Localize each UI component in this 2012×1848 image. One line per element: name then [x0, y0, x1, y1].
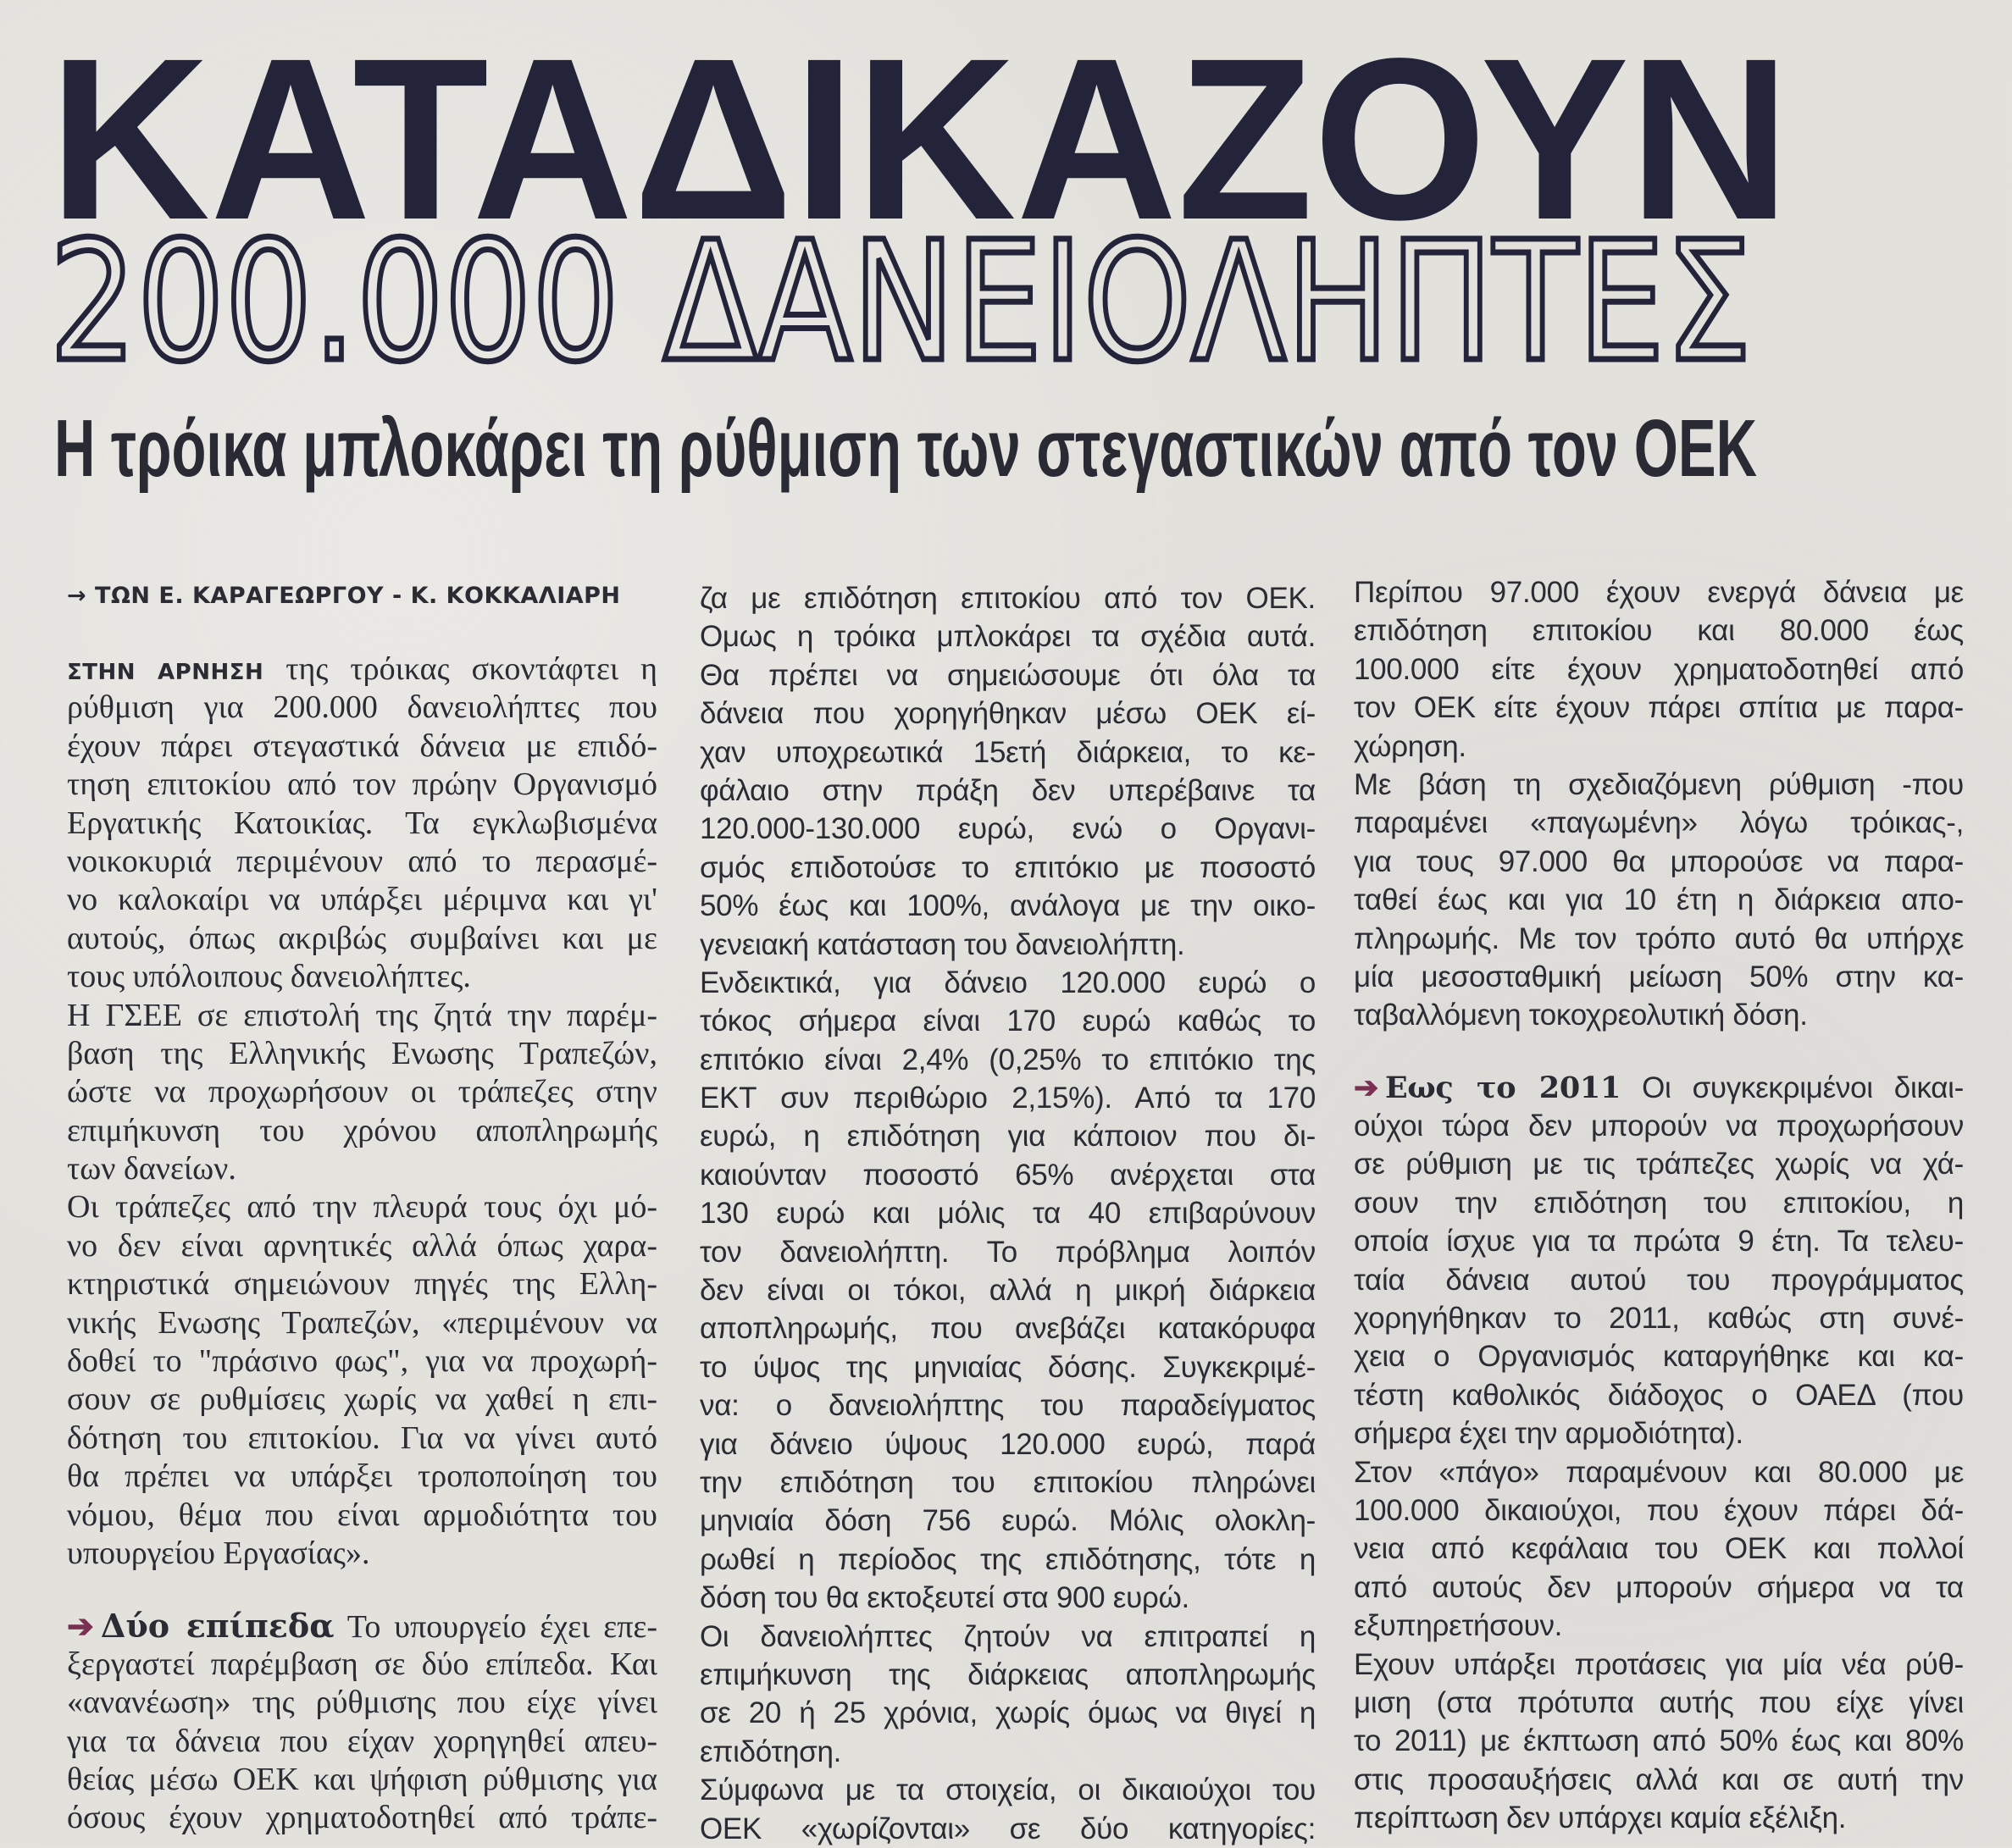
- line-text: το 2011) με έκπτωση από 50% έως και 80%: [1354, 1724, 1964, 1758]
- text-line: [700, 1156, 1316, 1194]
- section-lead: Δύο επίπεδα: [100, 1607, 335, 1646]
- text-line: [67, 1799, 657, 1837]
- line-text: Η ΓΣΕΕ σε επιστολή της ζητά την παρέμ-: [67, 997, 657, 1033]
- line-text: χεια ο Οργανισμός καταργήθηκε και κα-: [1354, 1340, 1964, 1374]
- text-line: [67, 1342, 657, 1380]
- line-text: ευρώ, η επιδότηση για κάποιον που δι-: [700, 1120, 1316, 1154]
- line-text: των δανείων.: [67, 1151, 236, 1187]
- line-text: νο δεν είναι αρνητικές αλλά όπως χαρα-: [67, 1227, 657, 1264]
- line-text: αποπληρωμής, που ανεβάζει κατακόρυφα: [700, 1312, 1316, 1346]
- line-text: θείας μέσω ΟΕΚ και ψήφιση ρύθμισης για: [67, 1761, 657, 1797]
- line-text: ΕΚΤ συν περιθώριο 2,15%). Από τα 170: [700, 1082, 1316, 1115]
- headline-subtitle: Η τρόικα μπλοκάρει τη ρύθμιση των στεγαστικών από τον ΟΕΚ: [54, 403, 1757, 494]
- text-line: [67, 958, 657, 996]
- byline-arrow-icon: →: [67, 583, 87, 609]
- text-line: [700, 964, 1316, 1002]
- line-text: τον ΟΕΚ είτε έχουν πάρει σπίτια με παρα-: [1354, 691, 1964, 725]
- text-line: [67, 1761, 657, 1799]
- text-line: [67, 1419, 657, 1458]
- line-text: σουν σε ρυθμίσεις χωρίς να χαθεί η επι-: [67, 1381, 657, 1418]
- line-text: μιση (στα πρότυπα αυτής που είχε γίνει: [1354, 1685, 1964, 1719]
- line-text: δάνεια που χορηγήθηκαν μέσω ΟΕΚ εί-: [700, 697, 1316, 731]
- text-line: [700, 733, 1316, 772]
- line-text: δοθεί το "πράσινο φως", για να προχωρή-: [67, 1343, 657, 1380]
- text-line: [700, 1002, 1316, 1040]
- text-line: [1354, 1222, 1964, 1260]
- text-line: [67, 766, 657, 804]
- text-line: [67, 997, 657, 1035]
- paragraph: [1354, 1646, 1964, 1838]
- paragraph: [1354, 766, 1964, 1035]
- arrow-icon: ➔: [67, 1609, 94, 1646]
- line-text: παραμένει «παγωμένη» λόγω τρόικας-,: [1354, 806, 1964, 840]
- text-line: [67, 1188, 657, 1226]
- text-line: [1354, 1722, 1964, 1760]
- line-text: ταθεί έως και για 10 έτη η διάρκεια απο-: [1354, 883, 1964, 917]
- line-text: να: ο δανειολήπτης του παραδείγματος: [700, 1389, 1316, 1423]
- line-text: χαν υποχρεωτικά 15ετή διάρκεια, το κε-: [700, 735, 1316, 769]
- line-text: μία μεσοσταθμική μείωση 50% στην κα-: [1354, 960, 1964, 993]
- article-column-3: [1354, 573, 1964, 1838]
- line-text: Σύμφωνα με τα στοιχεία, οι δικαιούχοι του: [700, 1773, 1316, 1807]
- text-line: [700, 694, 1316, 733]
- text-line: [1354, 843, 1964, 881]
- text-line: [700, 1541, 1316, 1579]
- line-text: της τρόικας σκοντάφτει η: [263, 651, 657, 687]
- line-text: τέστη καθολικός διάδοχος ο ΟΑΕΔ (που: [1354, 1378, 1964, 1412]
- article-column-2: [700, 579, 1316, 1848]
- line-text: σε 20 ή 25 χρόνια, χωρίς όμως να θιγεί η: [700, 1696, 1316, 1730]
- text-line: [700, 1194, 1316, 1232]
- line-text: σε ρύθμιση με τις τράπεζες χωρίς να χά-: [1354, 1148, 1964, 1181]
- line-text: την επιδότηση του επιτοκίου πληρώνει: [700, 1465, 1316, 1499]
- line-text: σουν την επιδότηση του επιτοκίου, η: [1354, 1186, 1964, 1220]
- text-line: [700, 1233, 1316, 1271]
- text-line: [1354, 1337, 1964, 1375]
- line-text: για τους 97.000 θα μπορούσε να παρα-: [1354, 844, 1964, 878]
- text-line: [1354, 1376, 1964, 1414]
- paragraph: [1354, 573, 1964, 766]
- text-line: [1354, 996, 1964, 1034]
- line-text: τους υπόλοιπους δανειολήπτες.: [67, 959, 471, 995]
- text-line: [1354, 766, 1964, 804]
- text-line: [1354, 728, 1964, 766]
- line-text: περίπτωση δεν υπάρχει καμία εξέλιξη.: [1354, 1801, 1847, 1835]
- line-text: φάλαιο στην πράξη δεν υπερέβαινε τα: [700, 773, 1316, 807]
- line-text: τόκος σήμερα είναι 170 ευρώ καθώς το: [700, 1004, 1316, 1038]
- text-line: [67, 1723, 657, 1761]
- line-text: Ομως η τρόικα μπλοκάρει τα σχέδια αυτά.: [700, 620, 1316, 654]
- line-text: ταβαλλόμενη τοκοχρεολυτική δόση.: [1354, 999, 1808, 1032]
- article-column-1: [67, 650, 657, 1838]
- line-text: 130 ευρώ και μόλις τα 40 επιβαρύνουν: [700, 1197, 1316, 1231]
- line-text: τηση επιτοκίου από τον πρώην Οργανισμό: [67, 766, 657, 803]
- line-text: επιμήκυνση της διάρκειας αποπληρωμής: [700, 1657, 1316, 1691]
- text-line: [67, 1535, 657, 1573]
- paragraph-gap: [1354, 1035, 1964, 1069]
- text-line: [700, 1579, 1316, 1617]
- line-text: 100.000 είτε έχουν χρηματοδοτηθεί από: [1354, 652, 1964, 686]
- text-line: [1354, 611, 1964, 650]
- text-line: [67, 650, 657, 689]
- arrow-icon: ➔: [1354, 1071, 1379, 1104]
- line-text: δεν είναι οι τόκοι, αλλά η μικρή διάρκεια: [700, 1274, 1316, 1308]
- text-line: [67, 1607, 657, 1645]
- text-line: [700, 1810, 1316, 1848]
- text-line: [1354, 1799, 1964, 1837]
- line-text: για τα δάνεια που είχαν χορηγηθεί απευ-: [67, 1723, 657, 1759]
- line-text: 120.000-130.000 ευρώ, ενώ ο Οργανι-: [700, 812, 1316, 846]
- line-text: τον δανειολήπτη. Το πρόβλημα λοιπόν: [700, 1235, 1316, 1269]
- text-line: [67, 1227, 657, 1265]
- line-text: Στον «πάγο» παραμένουν και 80.000 με: [1354, 1455, 1964, 1489]
- text-line: [1354, 1761, 1964, 1799]
- line-text: Οι συγκεκριμένοι δικαι-: [1621, 1071, 1964, 1104]
- line-text: Οι τράπεζες από την πλευρά τους όχι μό-: [67, 1189, 657, 1226]
- text-line: [1354, 1414, 1964, 1452]
- text-line: [67, 843, 657, 881]
- line-text: βαση της Ελληνικής Ενωσης Τραπεζών,: [67, 1035, 657, 1071]
- line-text: γενειακή κατάσταση του δανειολήπτη.: [700, 927, 1185, 961]
- line-text: δόση του θα εκτοξευτεί στα 900 ευρώ.: [700, 1581, 1189, 1615]
- line-text: στις προσαυξήσεις αλλά και σε αυτή την: [1354, 1762, 1964, 1796]
- text-line: [700, 1463, 1316, 1502]
- paragraph: [67, 650, 657, 997]
- text-line: [700, 1502, 1316, 1540]
- line-text: δότηση του επιτοκίου. Για να γίνει αυτό: [67, 1419, 657, 1456]
- text-line: [67, 1646, 657, 1684]
- text-line: [700, 1041, 1316, 1079]
- line-text: σήμερα έχει την αρμοδιότητα).: [1354, 1417, 1743, 1451]
- paragraph: [67, 1188, 657, 1573]
- line-text: όσους έχουν χρηματοδοτηθεί από τράπε-: [67, 1800, 657, 1836]
- text-line: [1354, 1069, 1964, 1107]
- line-text: Εργατικής Κατοικίας. Τα εγκλωβισμένα: [67, 805, 657, 841]
- line-text: ρύθμιση για 200.000 δανειολήπτες που: [67, 689, 657, 726]
- line-text: ούχοι τώρα δεν μπορούν να προχωρήσουν: [1354, 1109, 1964, 1143]
- line-text: ταία δάνεια αυτού του προγράμματος: [1354, 1263, 1964, 1297]
- line-text: Εχουν υπάρξει προτάσεις για μία νέα ρύθ-: [1354, 1647, 1964, 1681]
- text-line: [67, 1380, 657, 1419]
- byline: [67, 577, 657, 615]
- text-line: [1354, 1145, 1964, 1183]
- line-text: νεια από κεφάλαια του ΟΕΚ και πολλοί: [1354, 1532, 1964, 1566]
- text-line: [1354, 920, 1964, 958]
- text-line: [1354, 1299, 1964, 1337]
- text-line: [1354, 1261, 1964, 1299]
- line-text: Θα πρέπει να σημειώσουμε ότι όλα τα: [700, 658, 1316, 692]
- line-text: οποία ίσχυε για τα πρώτα 9 έτη. Τα τελευ-: [1354, 1225, 1964, 1259]
- text-line: [1354, 804, 1964, 842]
- line-text: επιμήκυνση του χρόνου αποπληρωμής: [67, 1112, 657, 1148]
- text-line: [700, 887, 1316, 925]
- line-text: ώστε να προχωρήσουν οι τράπεζες στην: [67, 1074, 657, 1110]
- line-text: νικής Ενωσης Τραπεζών, «περιμένουν να: [67, 1304, 657, 1341]
- text-line: [700, 1425, 1316, 1463]
- text-line: [67, 689, 657, 727]
- text-line: [1354, 1569, 1964, 1607]
- line-text: Περίπου 97.000 έχουν ενεργά δάνεια με: [1354, 576, 1964, 609]
- text-line: [1354, 1607, 1964, 1645]
- text-line: [700, 1348, 1316, 1386]
- line-text: ξεργαστεί παρέμβαση σε δύο επίπεδα. Και: [67, 1646, 657, 1682]
- text-line: [700, 1771, 1316, 1809]
- text-line: [700, 1309, 1316, 1347]
- text-line: [1354, 958, 1964, 996]
- text-line: [700, 1618, 1316, 1656]
- text-line: [1354, 1491, 1964, 1530]
- text-line: [700, 1694, 1316, 1732]
- text-line: [1354, 1184, 1964, 1222]
- text-line: [67, 1265, 657, 1303]
- text-line: [700, 849, 1316, 887]
- text-line: [700, 656, 1316, 694]
- line-text: Οι δανειολήπτες ζητούν να επιτραπεί η: [700, 1619, 1316, 1653]
- line-text: σμός επιδοτούσε το επιτόκιο με ποσοστό: [700, 850, 1316, 884]
- text-line: [700, 1117, 1316, 1155]
- line-text: έχουν πάρει στεγαστικά δάνεια με επιδό-: [67, 728, 657, 764]
- text-line: [700, 617, 1316, 656]
- line-text: πληρωμής. Με τον τρόπο αυτό θα υπήρχε: [1354, 921, 1964, 955]
- text-line: [1354, 1530, 1964, 1568]
- text-line: [1354, 1684, 1964, 1722]
- paragraph: [67, 1607, 657, 1837]
- line-text: χώρηση.: [1354, 729, 1466, 763]
- section-lead: Εως το 2011: [1385, 1070, 1621, 1105]
- line-text: καιούνταν ποσοστό 65% ανέρχεται στα: [700, 1158, 1316, 1192]
- text-line: [700, 810, 1316, 848]
- headline-block: [0, 0, 2012, 508]
- text-line: [67, 1035, 657, 1073]
- line-text: ΟΕΚ «χωρίζονται» σε δύο κατηγορίες:: [700, 1812, 1316, 1845]
- text-line: [1354, 1646, 1964, 1684]
- line-text: νοικοκυριά περιμένουν από το περασμέ-: [67, 843, 657, 879]
- line-text: χορηγήθηκαν το 2011, καθώς στη συνέ-: [1354, 1302, 1964, 1336]
- text-line: [67, 728, 657, 766]
- text-line: [67, 881, 657, 919]
- text-line: [1354, 1107, 1964, 1145]
- text-line: [1354, 573, 1964, 611]
- text-line: [67, 1073, 657, 1111]
- text-line: [67, 1684, 657, 1722]
- text-line: [700, 1386, 1316, 1425]
- line-text: αυτούς, όπως ακριβώς συμβαίνει και με: [67, 920, 657, 956]
- section-lead: ΣΤΗΝ ΑΡΝΗΣΗ: [67, 660, 264, 685]
- text-line: [67, 920, 657, 958]
- paragraph: [67, 997, 657, 1189]
- paragraph: [1354, 1069, 1964, 1453]
- line-text: νο καλοκαίρι να υπάρξει μέριμνα και γι': [67, 882, 657, 918]
- text-line: [67, 1112, 657, 1150]
- line-text: 50% έως και 100%, ανάλογα με την οικο-: [700, 889, 1316, 923]
- text-line: [700, 926, 1316, 964]
- paragraph: [700, 1618, 1316, 1772]
- text-line: [67, 1304, 657, 1342]
- text-line: [700, 772, 1316, 810]
- paragraph-gap: [67, 1573, 657, 1607]
- paragraph: [700, 579, 1316, 964]
- line-text: μηνιαία δόση 756 ευρώ. Μόλις ολοκλη-: [700, 1504, 1316, 1538]
- line-text: εξυπηρετήσουν.: [1354, 1609, 1563, 1643]
- line-text: Ενδεικτικά, για δάνειο 120.000 ευρώ ο: [700, 965, 1316, 999]
- text-line: [700, 579, 1316, 617]
- text-line: [700, 1079, 1316, 1117]
- text-line: [1354, 689, 1964, 727]
- text-line: [700, 1733, 1316, 1771]
- headline-secondary: 200.000 ΔΑΝΕΙΟΛΗΠΤΕΣ: [49, 206, 1752, 398]
- text-line: [67, 805, 657, 843]
- line-text: επιτόκιο είναι 2,4% (0,25% το επιτόκιο της: [700, 1043, 1316, 1076]
- paragraph: [1354, 1453, 1964, 1646]
- text-line: [1354, 1453, 1964, 1491]
- byline-authors: ΤΩΝ Ε. ΚΑΡΑΓΕΩΡΓΟΥ - Κ. ΚΟΚΚΑΛΙΑΡΗ: [95, 583, 621, 609]
- line-text: Με βάση τη σχεδιαζόμενη ρύθμιση -που: [1354, 767, 1964, 801]
- line-text: το ύψος της μηνιαίας δόσης. Συγκεκριμέ-: [700, 1350, 1316, 1384]
- line-text: ζα με επιδότηση επιτοκίου από τον ΟΕΚ.: [700, 582, 1316, 615]
- text-line: [67, 1497, 657, 1535]
- line-text: από αυτούς δεν μπορούν σήμερα να τα: [1354, 1570, 1964, 1604]
- line-text: για δάνειο ύψους 120.000 ευρώ, παρά: [700, 1427, 1316, 1461]
- line-text: νόμου, θέμα που είναι αρμοδιότητα του: [67, 1497, 657, 1533]
- line-text: Το υπουργείο έχει επε-: [334, 1609, 657, 1646]
- line-text: ρωθεί η περίοδος της επιδότησης, τότε η: [700, 1542, 1316, 1576]
- text-line: [1354, 881, 1964, 919]
- headline-main: ΚΑΤΑΔΙΚΑΖΟΥΝ: [49, 10, 1790, 268]
- text-line: [67, 1150, 657, 1188]
- line-text: επιδότηση επιτοκίου και 80.000 έως: [1354, 614, 1964, 648]
- line-text: επιδότηση.: [700, 1735, 842, 1768]
- line-text: θα πρέπει να υπάρξει τροποποίηση του: [67, 1458, 657, 1495]
- text-line: [1354, 650, 1964, 689]
- paragraph: [700, 964, 1316, 1618]
- paragraph: [700, 1771, 1316, 1848]
- text-line: [700, 1656, 1316, 1694]
- text-line: [700, 1271, 1316, 1309]
- line-text: 100.000 δικαιούχοι, που έχουν πάρει δά-: [1354, 1493, 1964, 1527]
- line-text: κτηριστικά σημειώνουν πηγές της Ελλη-: [67, 1266, 657, 1303]
- line-text: «ανανέωση» της ρύθμισης που είχε γίνει: [67, 1685, 657, 1721]
- line-text: υπουργείου Εργασίας».: [67, 1535, 370, 1571]
- text-line: [67, 1458, 657, 1496]
